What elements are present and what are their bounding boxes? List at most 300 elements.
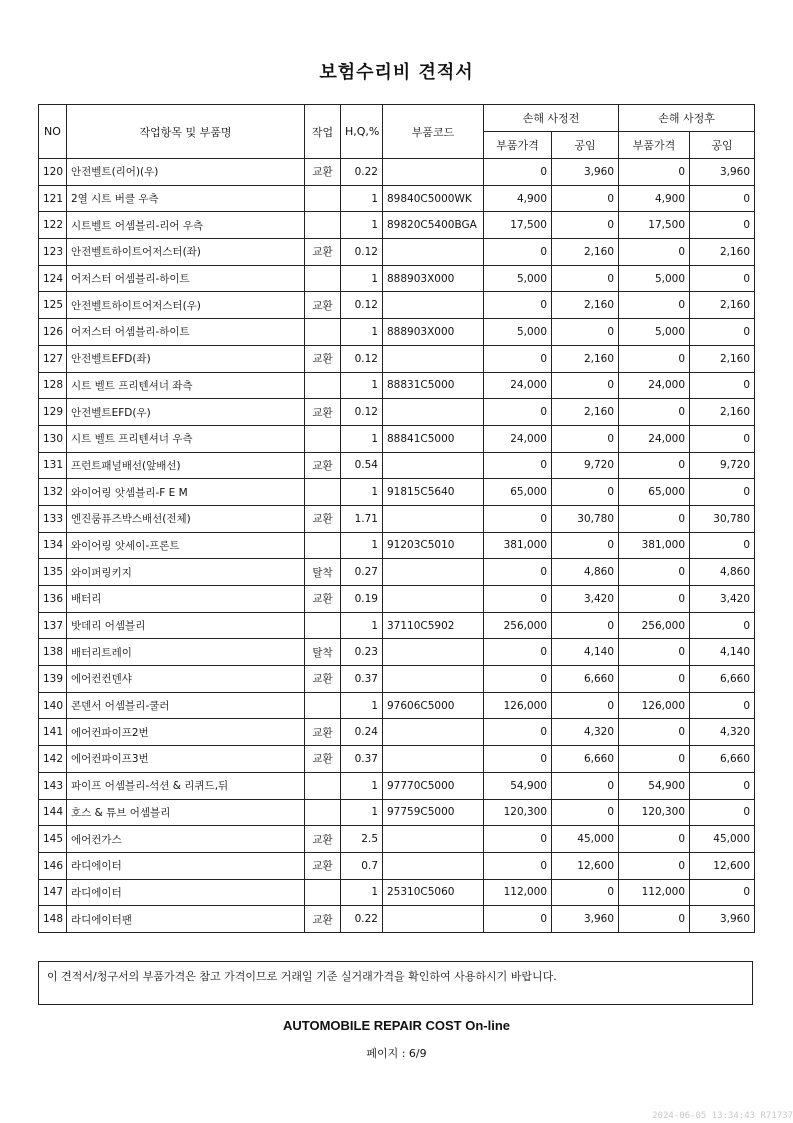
- cell-no: 146: [39, 852, 67, 879]
- cell-after-labor: 3,960: [690, 159, 755, 186]
- cell-hq: 0.12: [341, 292, 383, 319]
- cell-after-labor: 9,720: [690, 452, 755, 479]
- cell-before-price: 0: [484, 639, 552, 666]
- table-row: [39, 532, 755, 559]
- cell-no: 126: [39, 319, 67, 346]
- cell-before-labor: 0: [552, 319, 619, 346]
- table-row: [39, 852, 755, 879]
- cell-no: 120: [39, 159, 67, 186]
- cell-after-price: 0: [619, 239, 690, 266]
- cell-code: [383, 852, 484, 879]
- table-row: [39, 212, 755, 239]
- cell-hq: 0.19: [341, 586, 383, 613]
- cell-after-labor: 2,160: [690, 239, 755, 266]
- estimate-table: [38, 104, 755, 933]
- cell-before-labor: 0: [552, 425, 619, 452]
- cell-item: 시트 벨트 프리텐셔너 우측: [67, 425, 305, 452]
- cell-hq: 1: [341, 692, 383, 719]
- cell-item: 에어컨파이프2번: [67, 719, 305, 746]
- cell-after-labor: 2,160: [690, 345, 755, 372]
- cell-hq: 1: [341, 372, 383, 399]
- cell-before-labor: 4,320: [552, 719, 619, 746]
- cell-before-price: 0: [484, 586, 552, 613]
- cell-hq: 1: [341, 265, 383, 292]
- cell-after-labor: 0: [690, 612, 755, 639]
- cell-after-price: 0: [619, 586, 690, 613]
- header-before-price: 부품가격: [484, 132, 552, 159]
- table-row: [39, 479, 755, 506]
- cell-work: [305, 532, 341, 559]
- table-row: [39, 612, 755, 639]
- cell-after-price: 0: [619, 559, 690, 586]
- cell-before-labor: 30,780: [552, 505, 619, 532]
- cell-before-price: 120,300: [484, 799, 552, 826]
- cell-after-labor: 0: [690, 879, 755, 906]
- cell-after-labor: 3,420: [690, 586, 755, 613]
- cell-after-price: 24,000: [619, 372, 690, 399]
- cell-code: [383, 345, 484, 372]
- cell-after-price: 256,000: [619, 612, 690, 639]
- cell-before-price: 0: [484, 292, 552, 319]
- cell-before-price: 256,000: [484, 612, 552, 639]
- cell-before-labor: 3,420: [552, 586, 619, 613]
- cell-hq: 0.37: [341, 666, 383, 693]
- cell-after-labor: 2,160: [690, 292, 755, 319]
- cell-hq: 1.71: [341, 505, 383, 532]
- cell-item: 안전벨트EFD(좌): [67, 345, 305, 372]
- cell-no: 148: [39, 906, 67, 933]
- cell-item: 라디에이터: [67, 852, 305, 879]
- cell-before-price: 0: [484, 666, 552, 693]
- cell-work: [305, 185, 341, 212]
- print-timestamp: 2024-06-05 13:34:43 R71737: [652, 1111, 793, 1121]
- table-row: [39, 425, 755, 452]
- cell-after-price: 112,000: [619, 879, 690, 906]
- cell-no: 136: [39, 586, 67, 613]
- cell-before-labor: 4,860: [552, 559, 619, 586]
- cell-before-labor: 0: [552, 212, 619, 239]
- cell-before-price: 0: [484, 559, 552, 586]
- cell-code: [383, 586, 484, 613]
- cell-no: 127: [39, 345, 67, 372]
- cell-work: 탈착: [305, 559, 341, 586]
- header-after: 손해 사정후: [619, 105, 755, 132]
- cell-item: 엔진룸퓨즈박스배선(전체): [67, 505, 305, 532]
- cell-before-labor: 2,160: [552, 239, 619, 266]
- cell-code: 89840C5000WK: [383, 185, 484, 212]
- cell-work: 교환: [305, 586, 341, 613]
- cell-hq: 1: [341, 532, 383, 559]
- cell-before-labor: 0: [552, 532, 619, 559]
- table-row: [39, 159, 755, 186]
- cell-work: 교환: [305, 719, 341, 746]
- cell-after-price: 5,000: [619, 319, 690, 346]
- cell-item: 2열 시트 버클 우측: [67, 185, 305, 212]
- cell-before-price: 0: [484, 159, 552, 186]
- cell-before-labor: 6,660: [552, 746, 619, 773]
- table-row: [39, 719, 755, 746]
- cell-after-price: 126,000: [619, 692, 690, 719]
- cell-hq: 1: [341, 479, 383, 506]
- cell-code: [383, 292, 484, 319]
- cell-no: 139: [39, 666, 67, 693]
- cell-no: 138: [39, 639, 67, 666]
- cell-before-price: 0: [484, 239, 552, 266]
- cell-no: 122: [39, 212, 67, 239]
- cell-after-price: 5,000: [619, 265, 690, 292]
- cell-work: [305, 372, 341, 399]
- table-row: [39, 666, 755, 693]
- cell-before-labor: 12,600: [552, 852, 619, 879]
- cell-hq: 0.12: [341, 399, 383, 426]
- cell-item: 와이어링 앗세이-프론트: [67, 532, 305, 559]
- footer-brand: AUTOMOBILE REPAIR COST On-line: [282, 1018, 511, 1033]
- cell-before-labor: 2,160: [552, 399, 619, 426]
- cell-before-labor: 6,660: [552, 666, 619, 693]
- cell-work: 교환: [305, 239, 341, 266]
- cell-before-labor: 0: [552, 799, 619, 826]
- cell-hq: 0.12: [341, 239, 383, 266]
- cell-code: [383, 746, 484, 773]
- cell-item: 에어컨가스: [67, 826, 305, 853]
- table-row: [39, 879, 755, 906]
- cell-after-labor: 0: [690, 692, 755, 719]
- cell-work: 교환: [305, 826, 341, 853]
- cell-after-labor: 3,960: [690, 906, 755, 933]
- cell-after-price: 24,000: [619, 425, 690, 452]
- cell-no: 125: [39, 292, 67, 319]
- cell-after-price: 0: [619, 852, 690, 879]
- cell-before-labor: 2,160: [552, 292, 619, 319]
- cell-work: 교환: [305, 666, 341, 693]
- cell-after-labor: 4,320: [690, 719, 755, 746]
- cell-item: 호스 & 튜브 어셈블리: [67, 799, 305, 826]
- cell-no: 142: [39, 746, 67, 773]
- cell-work: [305, 319, 341, 346]
- cell-after-price: 0: [619, 292, 690, 319]
- cell-item: 에어컨컨덴샤: [67, 666, 305, 693]
- cell-after-labor: 0: [690, 532, 755, 559]
- cell-after-labor: 0: [690, 425, 755, 452]
- cell-item: 배터리: [67, 586, 305, 613]
- cell-no: 131: [39, 452, 67, 479]
- table-row: [39, 746, 755, 773]
- cell-before-labor: 0: [552, 372, 619, 399]
- cell-after-labor: 2,160: [690, 399, 755, 426]
- cell-code: 91815C5640: [383, 479, 484, 506]
- cell-work: 교환: [305, 906, 341, 933]
- cell-work: [305, 479, 341, 506]
- cell-no: 124: [39, 265, 67, 292]
- cell-before-price: 112,000: [484, 879, 552, 906]
- cell-code: [383, 666, 484, 693]
- cell-work: 교환: [305, 852, 341, 879]
- cell-after-price: 0: [619, 399, 690, 426]
- cell-hq: 1: [341, 879, 383, 906]
- header-before-labor: 공임: [552, 132, 619, 159]
- cell-after-price: 0: [619, 505, 690, 532]
- cell-before-price: 0: [484, 826, 552, 853]
- cell-work: 교환: [305, 399, 341, 426]
- page-title: 보험수리비 견적서: [319, 62, 474, 83]
- cell-item: 파이프 어셈블리-석션 & 리퀴드,뒤: [67, 772, 305, 799]
- cell-work: [305, 612, 341, 639]
- table-row: [39, 559, 755, 586]
- header-code: 부품코드: [383, 105, 484, 159]
- cell-before-price: 5,000: [484, 319, 552, 346]
- cell-item: 라디에이터: [67, 879, 305, 906]
- cell-before-labor: 0: [552, 185, 619, 212]
- cell-hq: 0.37: [341, 746, 383, 773]
- cell-after-labor: 6,660: [690, 746, 755, 773]
- cell-after-price: 0: [619, 345, 690, 372]
- cell-work: [305, 692, 341, 719]
- cell-code: 88841C5000: [383, 425, 484, 452]
- cell-after-price: 120,300: [619, 799, 690, 826]
- cell-no: 133: [39, 505, 67, 532]
- cell-work: [305, 799, 341, 826]
- cell-work: 교환: [305, 159, 341, 186]
- table-row: [39, 345, 755, 372]
- cell-no: 121: [39, 185, 67, 212]
- cell-before-price: 0: [484, 452, 552, 479]
- cell-item: 에어컨파이프3번: [67, 746, 305, 773]
- cell-hq: 0.24: [341, 719, 383, 746]
- cell-no: 147: [39, 879, 67, 906]
- cell-after-labor: 30,780: [690, 505, 755, 532]
- cell-hq: 1: [341, 319, 383, 346]
- cell-before-labor: 3,960: [552, 906, 619, 933]
- table-row: [39, 772, 755, 799]
- cell-code: 888903X000: [383, 265, 484, 292]
- cell-code: [383, 399, 484, 426]
- cell-hq: 0.22: [341, 906, 383, 933]
- table-row: [39, 639, 755, 666]
- header-work: 작업: [305, 105, 341, 159]
- cell-no: 141: [39, 719, 67, 746]
- cell-no: 143: [39, 772, 67, 799]
- cell-before-price: 0: [484, 852, 552, 879]
- table-row: [39, 505, 755, 532]
- cell-item: 와이어링 앗셈블리-F E M: [67, 479, 305, 506]
- cell-hq: 0.54: [341, 452, 383, 479]
- table-row: [39, 452, 755, 479]
- cell-after-price: 0: [619, 906, 690, 933]
- cell-after-labor: 0: [690, 799, 755, 826]
- cell-code: 97606C5000: [383, 692, 484, 719]
- header-after-price: 부품가격: [619, 132, 690, 159]
- cell-after-price: 65,000: [619, 479, 690, 506]
- cell-before-labor: 0: [552, 612, 619, 639]
- cell-item: 시트 벨트 프리텐셔너 좌측: [67, 372, 305, 399]
- cell-no: 132: [39, 479, 67, 506]
- cell-before-labor: 4,140: [552, 639, 619, 666]
- cell-code: 88831C5000: [383, 372, 484, 399]
- cell-after-labor: 0: [690, 212, 755, 239]
- cell-code: [383, 452, 484, 479]
- cell-work: 교환: [305, 292, 341, 319]
- cell-work: [305, 772, 341, 799]
- cell-after-labor: 45,000: [690, 826, 755, 853]
- cell-after-price: 0: [619, 826, 690, 853]
- header-hq: H,Q,%: [341, 105, 383, 159]
- cell-no: 123: [39, 239, 67, 266]
- cell-before-labor: 45,000: [552, 826, 619, 853]
- cell-no: 135: [39, 559, 67, 586]
- cell-before-price: 0: [484, 399, 552, 426]
- cell-work: [305, 212, 341, 239]
- cell-after-price: 4,900: [619, 185, 690, 212]
- cell-hq: 1: [341, 185, 383, 212]
- cell-no: 134: [39, 532, 67, 559]
- header-after-labor: 공임: [690, 132, 755, 159]
- cell-code: 97770C5000: [383, 772, 484, 799]
- cell-item: 라디에이터팬: [67, 906, 305, 933]
- cell-after-labor: 0: [690, 265, 755, 292]
- table-row: [39, 692, 755, 719]
- table-row: [39, 586, 755, 613]
- cell-hq: 1: [341, 212, 383, 239]
- cell-work: [305, 265, 341, 292]
- cell-code: 25310C5060: [383, 879, 484, 906]
- table-row: [39, 319, 755, 346]
- cell-before-price: 5,000: [484, 265, 552, 292]
- cell-before-labor: 3,960: [552, 159, 619, 186]
- cell-work: 교환: [305, 452, 341, 479]
- cell-before-labor: 9,720: [552, 452, 619, 479]
- cell-before-labor: 0: [552, 879, 619, 906]
- cell-code: [383, 559, 484, 586]
- cell-before-price: 0: [484, 345, 552, 372]
- cell-work: 탈착: [305, 639, 341, 666]
- header-item: 작업항목 및 부품명: [67, 105, 305, 159]
- cell-code: [383, 719, 484, 746]
- cell-item: 프런트패널배선(앞배선): [67, 452, 305, 479]
- cell-work: [305, 425, 341, 452]
- cell-after-labor: 12,600: [690, 852, 755, 879]
- cell-before-price: 126,000: [484, 692, 552, 719]
- cell-before-price: 65,000: [484, 479, 552, 506]
- cell-code: [383, 159, 484, 186]
- table-row: [39, 372, 755, 399]
- cell-code: [383, 826, 484, 853]
- cell-before-price: 381,000: [484, 532, 552, 559]
- cell-before-price: 17,500: [484, 212, 552, 239]
- cell-before-price: 54,900: [484, 772, 552, 799]
- price-notice: 이 견적서/청구서의 부품가격은 참고 가격이므로 거래일 기준 실거래가격을 확인하여 사용하시기 바랍니다.: [38, 961, 753, 1005]
- cell-code: 888903X000: [383, 319, 484, 346]
- cell-after-price: 0: [619, 452, 690, 479]
- cell-item: 배터리트레이: [67, 639, 305, 666]
- cell-code: 97759C5000: [383, 799, 484, 826]
- cell-before-labor: 0: [552, 692, 619, 719]
- cell-item: 콘덴서 어셈블리-쿨러: [67, 692, 305, 719]
- cell-before-price: 24,000: [484, 372, 552, 399]
- cell-after-labor: 0: [690, 319, 755, 346]
- cell-work: 교환: [305, 345, 341, 372]
- cell-code: [383, 639, 484, 666]
- cell-before-price: 0: [484, 746, 552, 773]
- cell-item: 안전벨트하이트어저스터(우): [67, 292, 305, 319]
- cell-work: 교환: [305, 746, 341, 773]
- cell-hq: 1: [341, 772, 383, 799]
- table-row: [39, 826, 755, 853]
- cell-no: 129: [39, 399, 67, 426]
- cell-code: [383, 505, 484, 532]
- cell-code: [383, 906, 484, 933]
- cell-after-labor: 4,860: [690, 559, 755, 586]
- cell-after-price: 0: [619, 159, 690, 186]
- cell-after-labor: 4,140: [690, 639, 755, 666]
- cell-no: 145: [39, 826, 67, 853]
- cell-before-price: 0: [484, 719, 552, 746]
- cell-no: 130: [39, 425, 67, 452]
- table-row: [39, 399, 755, 426]
- cell-no: 144: [39, 799, 67, 826]
- cell-after-labor: 0: [690, 185, 755, 212]
- cell-hq: 0.27: [341, 559, 383, 586]
- cell-no: 137: [39, 612, 67, 639]
- cell-code: [383, 239, 484, 266]
- cell-before-labor: 0: [552, 772, 619, 799]
- cell-hq: 0.7: [341, 852, 383, 879]
- cell-after-price: 17,500: [619, 212, 690, 239]
- cell-after-labor: 0: [690, 772, 755, 799]
- cell-item: 와이퍼링키지: [67, 559, 305, 586]
- cell-before-labor: 2,160: [552, 345, 619, 372]
- table-row: [39, 799, 755, 826]
- cell-after-price: 0: [619, 746, 690, 773]
- cell-after-labor: 6,660: [690, 666, 755, 693]
- cell-item: 안전벨트하이트어저스터(좌): [67, 239, 305, 266]
- cell-after-labor: 0: [690, 479, 755, 506]
- cell-code: 89820C5400BGA: [383, 212, 484, 239]
- header-no: NO: [39, 105, 67, 159]
- table-row: [39, 239, 755, 266]
- cell-item: 어저스터 어셈블리-하이트: [67, 319, 305, 346]
- cell-after-price: 381,000: [619, 532, 690, 559]
- cell-after-price: 0: [619, 639, 690, 666]
- table-row: [39, 292, 755, 319]
- cell-code: 91203C5010: [383, 532, 484, 559]
- cell-after-price: 0: [619, 666, 690, 693]
- table-row: [39, 906, 755, 933]
- cell-item: 밧데리 어셈블리: [67, 612, 305, 639]
- header-before: 손해 사정전: [484, 105, 619, 132]
- cell-hq: 1: [341, 799, 383, 826]
- cell-after-price: 0: [619, 719, 690, 746]
- cell-work: 교환: [305, 505, 341, 532]
- cell-hq: 0.23: [341, 639, 383, 666]
- cell-before-price: 0: [484, 906, 552, 933]
- cell-item: 시트벨트 어셈블리-리어 우측: [67, 212, 305, 239]
- cell-code: 37110C5902: [383, 612, 484, 639]
- cell-before-price: 24,000: [484, 425, 552, 452]
- table-row: [39, 185, 755, 212]
- cell-before-price: 0: [484, 505, 552, 532]
- cell-before-price: 4,900: [484, 185, 552, 212]
- cell-hq: 0.12: [341, 345, 383, 372]
- cell-hq: 1: [341, 425, 383, 452]
- cell-hq: 0.22: [341, 159, 383, 186]
- cell-after-price: 54,900: [619, 772, 690, 799]
- cell-before-labor: 0: [552, 265, 619, 292]
- cell-after-labor: 0: [690, 372, 755, 399]
- cell-no: 128: [39, 372, 67, 399]
- cell-work: [305, 879, 341, 906]
- cell-hq: 1: [341, 612, 383, 639]
- table-row: [39, 265, 755, 292]
